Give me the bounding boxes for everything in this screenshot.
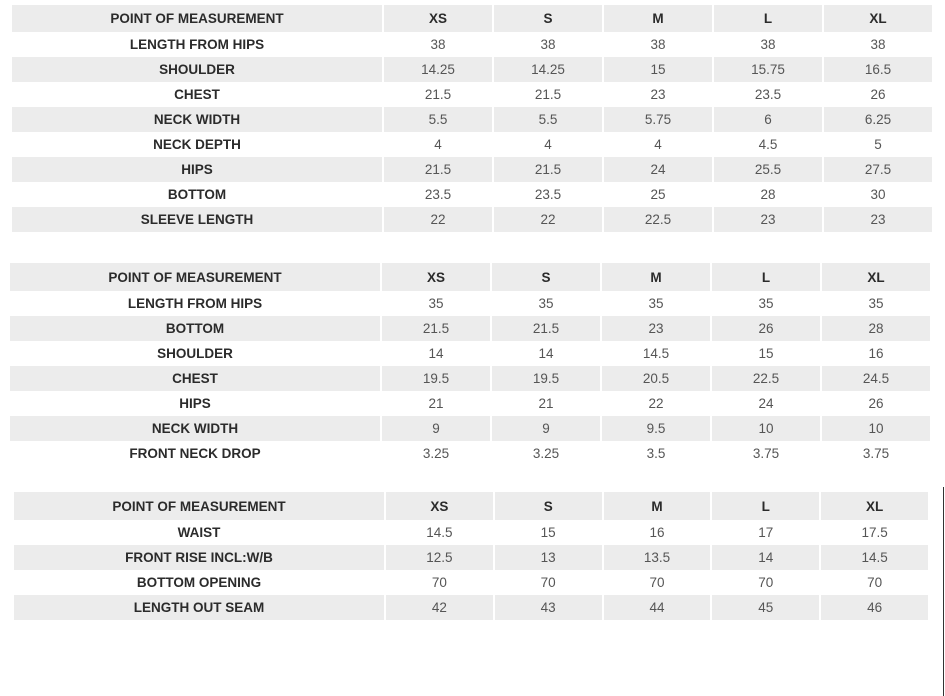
measurement-label: LENGTH FROM HIPS (127, 296, 263, 311)
table-row (12, 157, 932, 182)
table-row (14, 545, 928, 570)
measurement-value: 26 (712, 316, 820, 341)
table-header-row (10, 263, 930, 291)
measurement-value: 5.5 (384, 107, 492, 132)
header-size-s: S (495, 492, 602, 520)
measurement-value: 35 (428, 296, 444, 311)
measurement-label: FRONT RISE INCL:W/B (14, 545, 384, 570)
vertical-divider (943, 487, 944, 696)
measurement-value: 22 (384, 207, 492, 232)
measurement-value: 22.5 (604, 207, 712, 232)
measurement-value: 35 (758, 296, 774, 311)
measurement-value: 14.25 (494, 57, 602, 82)
measurement-value: 24.5 (822, 366, 930, 391)
measurement-value: 6 (714, 107, 822, 132)
measurement-value: 4.5 (758, 137, 778, 152)
header-size-s: S (492, 263, 600, 291)
measurement-value: 14.5 (642, 346, 670, 361)
header-size-m: M (602, 263, 710, 291)
header-point-of-measurement: POINT OF MEASUREMENT (12, 5, 382, 32)
measurement-value: 22 (648, 396, 664, 411)
measurement-value: 23 (602, 316, 710, 341)
measurement-value: 15 (540, 525, 556, 540)
measurement-value: 17 (758, 525, 774, 540)
measurement-value: 42 (386, 595, 493, 620)
measurement-label: BOTTOM (10, 316, 380, 341)
measurement-value: 21 (428, 396, 444, 411)
measurement-value: 24 (758, 396, 774, 411)
measurement-value: 10 (712, 416, 820, 441)
measurement-label: BOTTOM (167, 187, 227, 202)
measurement-value: 26 (868, 396, 884, 411)
measurement-value: 23 (714, 207, 822, 232)
measurement-value: 16.5 (824, 57, 932, 82)
measurement-label: BOTTOM OPENING (136, 575, 262, 590)
table-row (12, 107, 932, 132)
size-chart-table-3 (12, 492, 930, 620)
measurement-label: WAIST (177, 525, 221, 540)
measurement-value: 5 (874, 137, 882, 152)
measurement-value: 9.5 (602, 416, 710, 441)
measurement-label: FRONT NECK DROP (129, 446, 261, 461)
measurement-label: CHEST (174, 87, 220, 102)
measurement-value: 4 (434, 137, 442, 152)
measurement-value: 20.5 (602, 366, 710, 391)
measurement-value: 21.5 (424, 87, 452, 102)
measurement-value: 13.5 (604, 545, 711, 570)
measurement-value: 15 (758, 346, 774, 361)
measurement-value: 13 (495, 545, 602, 570)
header-size-l: L (714, 5, 822, 32)
measurement-value: 4 (544, 137, 552, 152)
table-row (12, 207, 932, 232)
measurement-label: NECK DEPTH (153, 137, 241, 152)
measurement-value: 9 (382, 416, 490, 441)
table-row (10, 341, 930, 366)
measurement-value: 28 (822, 316, 930, 341)
measurement-value: 15.75 (714, 57, 822, 82)
measurement-value: 23 (824, 207, 932, 232)
measurement-value: 25 (650, 187, 666, 202)
table-row (12, 132, 932, 157)
table-row (10, 391, 930, 416)
measurement-value: 38 (760, 37, 776, 52)
measurement-value: 23.5 (534, 187, 562, 202)
header-size-xs: XS (382, 263, 490, 291)
measurement-value: 9 (492, 416, 600, 441)
measurement-value: 22 (494, 207, 602, 232)
measurement-value: 3.25 (422, 446, 450, 461)
measurement-value: 38 (650, 37, 666, 52)
measurement-value: 22.5 (712, 366, 820, 391)
measurement-value: 14.5 (821, 545, 928, 570)
measurement-value: 30 (870, 187, 886, 202)
table-row (12, 82, 932, 107)
measurement-value: 21.5 (494, 157, 602, 182)
measurement-value: 23 (650, 87, 666, 102)
measurement-value: 26 (870, 87, 886, 102)
header-size-xl: XL (821, 492, 928, 520)
measurement-value: 3.25 (532, 446, 560, 461)
table-header-row (12, 5, 932, 32)
table-row (14, 570, 928, 595)
measurement-value: 35 (648, 296, 664, 311)
measurement-value: 70 (540, 575, 556, 590)
header-size-m: M (604, 492, 711, 520)
size-chart-table-1 (10, 5, 934, 232)
measurement-value: 15 (604, 57, 712, 82)
measurement-value: 28 (760, 187, 776, 202)
header-size-l: L (712, 263, 820, 291)
table-row (10, 316, 930, 341)
measurement-value: 14.25 (384, 57, 492, 82)
measurement-value: 12.5 (386, 545, 493, 570)
header-size-s: S (494, 5, 602, 32)
measurement-value: 10 (822, 416, 930, 441)
measurement-value: 70 (431, 575, 447, 590)
table-row (12, 182, 932, 207)
measurement-label: HIPS (12, 157, 382, 182)
measurement-value: 38 (870, 37, 886, 52)
measurement-value: 35 (538, 296, 554, 311)
table-row (10, 441, 930, 466)
measurement-value: 14 (538, 346, 554, 361)
measurement-value: 19.5 (382, 366, 490, 391)
measurement-value: 43 (495, 595, 602, 620)
measurement-value: 17.5 (861, 525, 888, 540)
measurement-value: 45 (712, 595, 819, 620)
header-size-xs: XS (384, 5, 492, 32)
measurement-value: 4 (654, 137, 662, 152)
measurement-value: 21.5 (382, 316, 490, 341)
header-point-of-measurement: POINT OF MEASUREMENT (14, 492, 384, 520)
header-point-of-measurement: POINT OF MEASUREMENT (10, 263, 380, 291)
measurement-value: 3.75 (752, 446, 780, 461)
measurement-value: 35 (868, 296, 884, 311)
measurement-value: 5.75 (604, 107, 712, 132)
measurement-value: 70 (649, 575, 665, 590)
measurement-value: 16 (649, 525, 665, 540)
measurement-value: 21.5 (492, 316, 600, 341)
measurement-label: CHEST (10, 366, 380, 391)
table-row (14, 595, 928, 620)
table-row (10, 416, 930, 441)
measurement-value: 27.5 (824, 157, 932, 182)
measurement-value: 70 (758, 575, 774, 590)
measurement-value: 23.5 (754, 87, 782, 102)
measurement-label: NECK WIDTH (10, 416, 380, 441)
header-size-xl: XL (822, 263, 930, 291)
table-row (10, 291, 930, 316)
header-size-l: L (712, 492, 819, 520)
measurement-label: HIPS (179, 396, 211, 411)
measurement-value: 46 (821, 595, 928, 620)
measurement-value: 14 (712, 545, 819, 570)
table-header-row (14, 492, 928, 520)
measurement-value: 38 (430, 37, 446, 52)
measurement-value: 38 (540, 37, 556, 52)
table-row (12, 32, 932, 57)
measurement-value: 19.5 (492, 366, 600, 391)
measurement-value: 16 (868, 346, 884, 361)
measurement-value: 14.5 (426, 525, 453, 540)
measurement-value: 25.5 (714, 157, 822, 182)
measurement-label: LENGTH FROM HIPS (129, 37, 265, 52)
measurement-value: 5.5 (494, 107, 602, 132)
header-size-xl: XL (824, 5, 932, 32)
header-size-xs: XS (386, 492, 493, 520)
measurement-value: 21.5 (534, 87, 562, 102)
measurement-label: LENGTH OUT SEAM (14, 595, 384, 620)
measurement-value: 21 (538, 396, 554, 411)
measurement-value: 3.75 (862, 446, 890, 461)
table-row (10, 366, 930, 391)
table-row (12, 57, 932, 82)
measurement-value: 44 (604, 595, 711, 620)
measurement-value: 3.5 (646, 446, 666, 461)
measurement-value: 23.5 (424, 187, 452, 202)
measurement-value: 14 (428, 346, 444, 361)
measurement-value: 21.5 (384, 157, 492, 182)
size-chart-table-2 (8, 263, 932, 466)
measurement-value: 24 (604, 157, 712, 182)
header-size-m: M (604, 5, 712, 32)
measurement-label: SHOULDER (12, 57, 382, 82)
table-row (14, 520, 928, 545)
measurement-label: SHOULDER (157, 346, 233, 361)
measurement-label: SLEEVE LENGTH (12, 207, 382, 232)
measurement-label: NECK WIDTH (12, 107, 382, 132)
measurement-value: 70 (867, 575, 883, 590)
measurement-value: 6.25 (824, 107, 932, 132)
